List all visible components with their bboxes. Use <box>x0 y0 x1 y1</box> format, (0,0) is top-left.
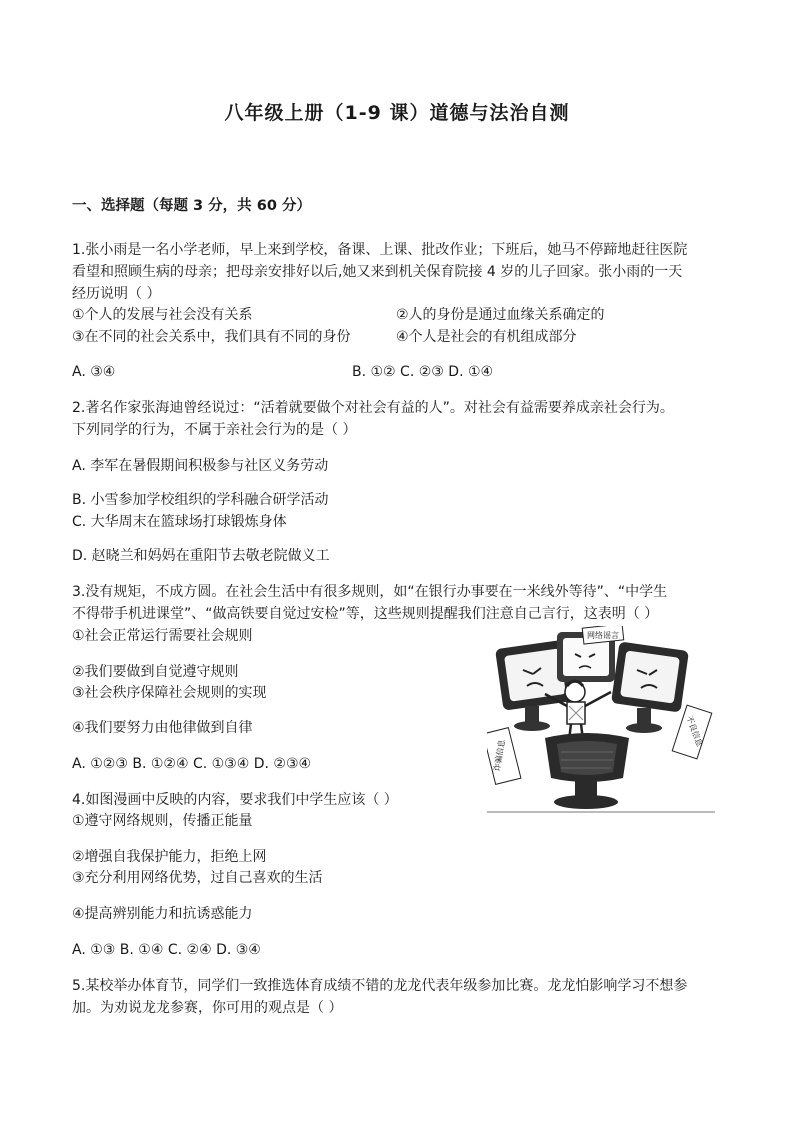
q2-stem-line-1: 2.著名作家张海迪曾经说过：“活着就要做个对社会有益的人”。对社会有益需要养成亲社会行为。 <box>72 400 674 416</box>
q2-answer-d: D. 赵晓兰和妈妈在重阳节去敬老院做义工 <box>72 548 330 564</box>
sign-right <box>672 705 712 759</box>
q2-answer-c: C. 大华周末在篮球场打球锻炼身体 <box>72 514 287 530</box>
internet-cartoon-illustration <box>487 626 715 814</box>
q4-stem: 4.如图漫画中反映的内容，要求我们中学生应该（ ） <box>72 792 398 808</box>
q3-option-1: ①社会正常运行需要社会规则 <box>72 628 253 644</box>
q3-answers: A. ①②③ B. ①②④ C. ①③④ D. ②③④ <box>72 756 312 772</box>
section-heading: 一、选择题（每题 3 分，共 60 分） <box>72 198 311 214</box>
sign-top-text: 网络谣言 <box>587 631 619 640</box>
q3-option-2: ②我们要做到自觉遵守规则 <box>72 664 239 680</box>
q2-stem-line-2: 下列同学的行为，不属于亲社会行为的是（ ） <box>72 422 357 438</box>
q2-answer-a: A. 李军在暑假期间积极参与社区义务劳动 <box>72 458 329 474</box>
sign-left <box>487 728 521 785</box>
q1-option-3: ③在不同的社会关系中，我们具有不同的身份 <box>72 329 351 345</box>
q4-option-3: ③充分利用网络优势，过自己喜欢的生活 <box>72 870 323 886</box>
q1-answer-a: A. ③④ <box>72 364 116 380</box>
q1-stem-line-3: 经历说明（ ） <box>72 286 161 302</box>
q4-option-1: ①遵守网络规则，传播正能量 <box>72 813 253 829</box>
q3-stem-line-1: 3.没有规矩，不成方圆。在社会生活中有很多规则，如“在银行办事要在一米线外等待”、“中学生 <box>72 584 668 600</box>
q1-option-2: ②人的身份是通过血缘关系确定的 <box>396 307 605 323</box>
q4-option-2: ②增强自我保护能力，拒绝上网 <box>72 849 267 865</box>
q1-stem-line-1: 1.张小雨是一名小学老师，早上来到学校，备课、上课、批改作业；下班后，她马不停蹄地赶往医院 <box>72 242 688 258</box>
q3-stem-line-2: 不得带手机进课堂”、“做高铁要自觉过安检”等，这些规则提醒我们注意自己言行，这表明（ ） <box>72 606 659 622</box>
q5-stem-line-2: 加。为劝说龙龙参赛，你可用的观点是（ ） <box>72 1000 343 1016</box>
q1-option-1: ①个人的发展与社会没有关系 <box>72 307 253 323</box>
q4-answers: A. ①③ B. ①④ C. ②④ D. ③④ <box>72 942 261 958</box>
q5-stem-line-1: 5.某校举办体育节，同学们一致推选体育成绩不错的龙龙代表年级参加比赛。龙龙怕影响学习不想参 <box>72 978 688 994</box>
sign-right-text: 不良信息 <box>684 714 705 748</box>
bottom-monitor <box>545 733 629 809</box>
q1-stem-line-2: 看望和照顾生病的母亲；把母亲安排好以后,她又来到机关保育院接 4 岁的儿子回家。张小雨的一天 <box>72 264 683 280</box>
q4-option-4: ④提高辨别能力和抗诱惑能力 <box>72 906 253 922</box>
q1-answer-bcd: B. ①② C. ②③ D. ①④ <box>352 364 494 380</box>
q2-answer-b: B. 小雪参加学校组织的学科融合研学活动 <box>72 492 329 508</box>
document-title: 八年级上册（1-9 课）道德与法治自测 <box>224 102 570 124</box>
q3-option-4: ④我们要努力由他律做到自律 <box>72 720 253 736</box>
right-monitor <box>611 641 689 733</box>
q3-option-3: ③社会秩序保障社会规则的实现 <box>72 685 267 701</box>
sign-left-text: 诈骗信息 <box>492 739 507 773</box>
sign-top <box>582 626 623 644</box>
q1-option-4: ④个人是社会的有机组成部分 <box>396 329 577 345</box>
